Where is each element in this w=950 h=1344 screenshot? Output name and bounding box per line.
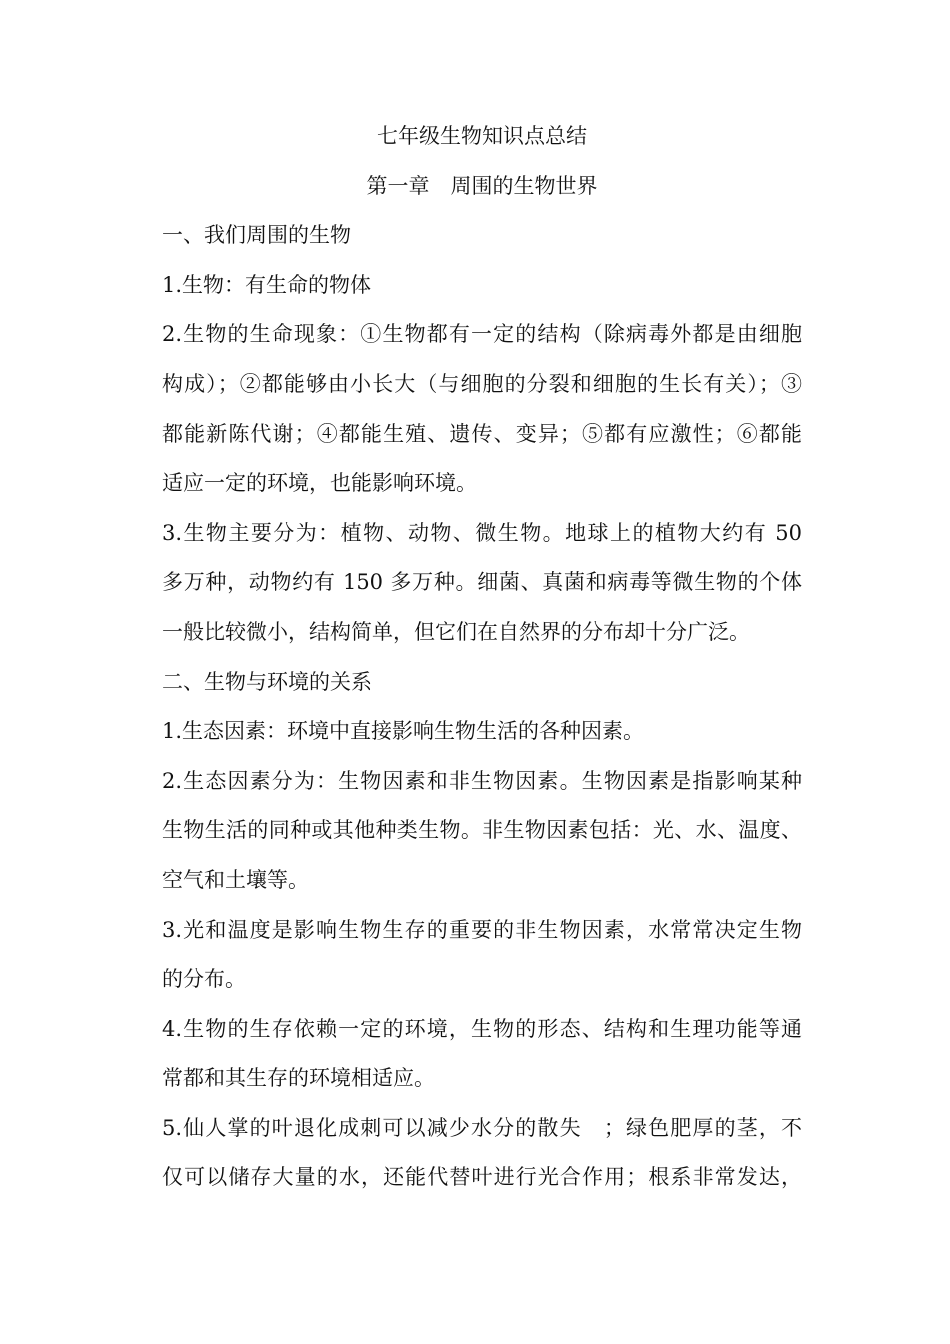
paragraph-line: 构成）；②都能够由小长大（与细胞的分裂和细胞的生长有关）；③ [162,371,802,396]
chapter-heading: 第一章 周围的生物世界 [366,173,598,198]
paragraph-line: 4.生物的生存依赖一定的环境，生物的形态、结构和生理功能等通 [162,1016,802,1041]
paragraph-line: 3.光和温度是影响生物生存的重要的非生物因素，水常常决定生物 [162,917,802,942]
paragraph-line: 多万种，动物约有 150 多万种。细菌、真菌和病毒等微生物的个体 [162,570,802,595]
paragraph-line: 仅可以储存大量的水，还能代替叶进行光合作用；根系非常发达， [162,1165,802,1190]
paragraph-line: 5.仙人掌的叶退化成刺可以减少水分的散失 ；绿色肥厚的茎，不 [162,1115,802,1140]
section-heading: 二、生物与环境的关系 [162,669,372,694]
paragraph-line: 1.生物：有生命的物体 [162,272,372,297]
paragraph-line: 3.生物主要分为：植物、动物、微生物。地球上的植物大约有 50 [162,520,802,545]
paragraph-line: 1.生态因素：环境中直接影响生物生活的各种因素。 [162,719,645,744]
document-title: 七年级生物知识点总结 [377,124,587,148]
document-body [162,112,802,1203]
paragraph-line: 常都和其生存的环境相适应。 [162,1066,435,1091]
paragraph-line: 适应一定的环境，也能影响环境。 [162,471,477,496]
paragraph-line: 都能新陈代谢；④都能生殖、遗传、变异；⑤都有应激性；⑥都能 [162,421,802,446]
section-heading: 一、我们周围的生物 [162,223,351,248]
paragraph-line: 的分布。 [162,967,246,992]
paragraph-line: 生物生活的同种或其他种类生物。非生物因素包括：光、水、温度、 [162,818,802,843]
paragraph-line: 空气和土壤等。 [162,867,309,892]
paragraph-line: 2.生物的生命现象：①生物都有一定的结构（除病毒外都是由细胞 [162,322,802,347]
paragraph-line: 一般比较微小，结构简单，但它们在自然界的分布却十分广泛。 [162,619,750,644]
paragraph-line: 2.生态因素分为：生物因素和非生物因素。生物因素是指影响某种 [162,768,802,793]
